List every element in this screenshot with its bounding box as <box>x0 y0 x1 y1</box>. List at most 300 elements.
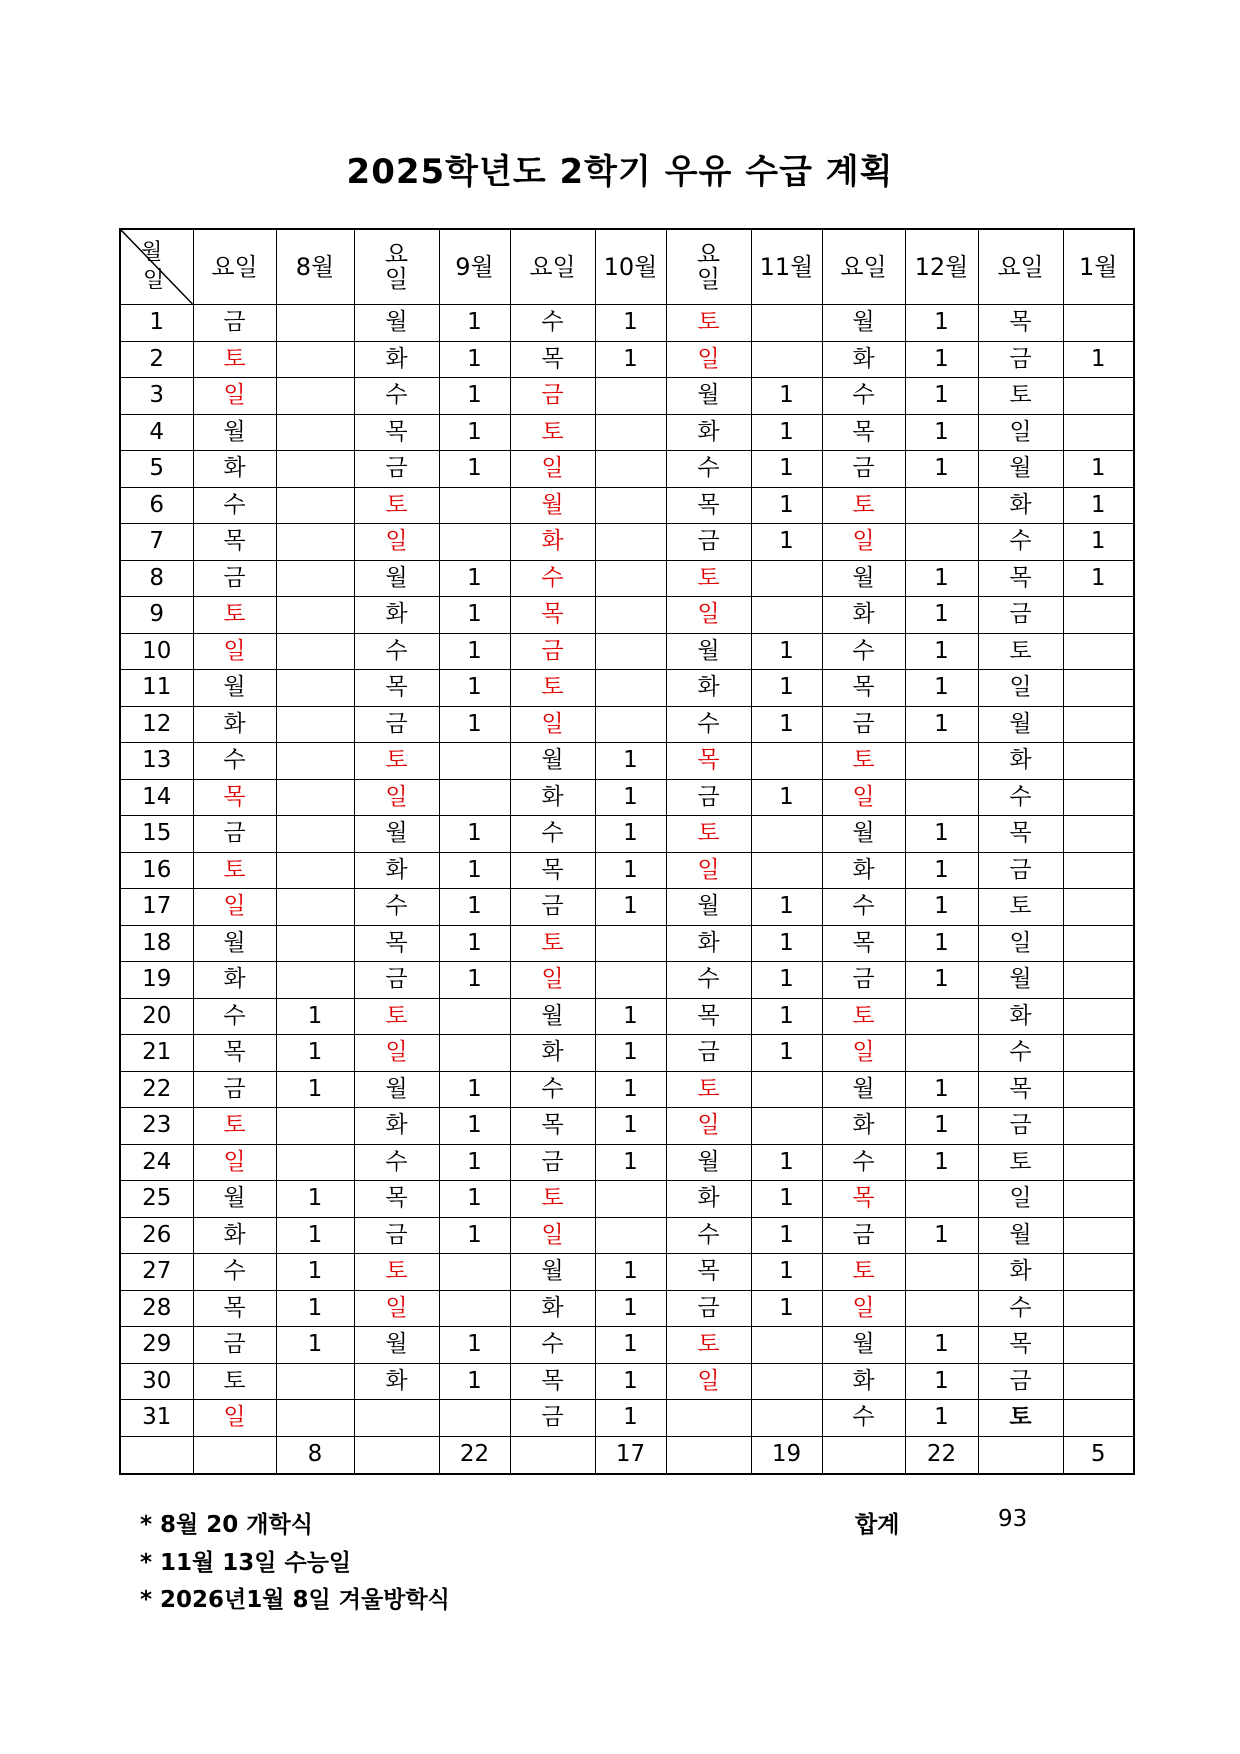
supply-cell <box>595 706 666 743</box>
weekday-cell: 목 <box>193 1035 276 1072</box>
supply-cell: 1 <box>751 1144 822 1181</box>
table-row <box>120 925 1134 962</box>
day-cell: 8 <box>120 560 193 597</box>
weekday-cell: 화 <box>822 1363 905 1400</box>
weekday-cell: 토 <box>510 414 595 451</box>
weekday-cell: 화 <box>193 962 276 999</box>
table-row <box>120 1144 1134 1181</box>
weekday-cell: 수 <box>510 1071 595 1108</box>
supply-cell <box>1063 925 1134 962</box>
supply-cell: 1 <box>905 1108 978 1145</box>
supply-cell: 1 <box>905 1071 978 1108</box>
supply-cell <box>276 633 354 670</box>
weekday-cell: 목 <box>354 1181 439 1218</box>
weekday-cell: 금 <box>510 1144 595 1181</box>
table-row <box>120 1327 1134 1364</box>
supply-cell <box>1063 670 1134 707</box>
supply-cell <box>276 670 354 707</box>
supply-cell <box>439 1254 510 1291</box>
supply-cell <box>595 378 666 415</box>
table-row <box>120 1071 1134 1108</box>
table-row <box>120 560 1134 597</box>
weekday-cell: 목 <box>666 487 751 524</box>
weekday-cell: 월 <box>193 925 276 962</box>
weekday-header: 요일 <box>978 229 1063 305</box>
supply-cell <box>439 487 510 524</box>
month-total: 5 <box>1063 1436 1134 1474</box>
supply-cell <box>1063 998 1134 1035</box>
weekday-header <box>666 229 751 305</box>
weekday-cell: 수 <box>666 451 751 488</box>
supply-cell: 1 <box>439 1071 510 1108</box>
weekday-cell: 목 <box>193 524 276 561</box>
table-row <box>120 852 1134 889</box>
table-row <box>120 962 1134 999</box>
supply-cell: 1 <box>595 1071 666 1108</box>
supply-cell <box>276 378 354 415</box>
weekday-cell: 수 <box>193 998 276 1035</box>
supply-cell <box>1063 816 1134 853</box>
supply-cell: 1 <box>595 998 666 1035</box>
day-cell: 21 <box>120 1035 193 1072</box>
weekday-cell: 화 <box>193 706 276 743</box>
weekday-cell: 화 <box>822 852 905 889</box>
supply-cell: 1 <box>439 816 510 853</box>
supply-cell: 1 <box>751 633 822 670</box>
supply-cell <box>595 633 666 670</box>
weekday-cell: 토 <box>193 852 276 889</box>
supply-cell: 1 <box>905 706 978 743</box>
weekday-cell: 금 <box>666 779 751 816</box>
weekday-cell: 월 <box>978 1217 1063 1254</box>
day-cell: 14 <box>120 779 193 816</box>
weekday-cell: 금 <box>354 962 439 999</box>
day-cell: 15 <box>120 816 193 853</box>
weekday-cell: 수 <box>354 378 439 415</box>
header-row <box>120 229 1134 305</box>
month-total: 8 <box>276 1436 354 1474</box>
supply-cell <box>905 743 978 780</box>
supply-cell: 1 <box>1063 524 1134 561</box>
supply-cell <box>595 451 666 488</box>
table-row <box>120 1290 1134 1327</box>
supply-cell: 1 <box>439 1181 510 1218</box>
supply-cell <box>439 779 510 816</box>
month-total: 22 <box>439 1436 510 1474</box>
weekday-cell: 화 <box>978 998 1063 1035</box>
weekday-cell: 수 <box>978 1290 1063 1327</box>
weekday-cell: 토 <box>193 597 276 634</box>
table-row <box>120 597 1134 634</box>
weekday-cell: 토 <box>666 816 751 853</box>
supply-cell <box>276 414 354 451</box>
supply-cell <box>751 305 822 342</box>
supply-cell: 1 <box>439 1108 510 1145</box>
sum-value: 93 <box>998 1506 1028 1532</box>
weekday-cell: 월 <box>193 414 276 451</box>
supply-cell: 1 <box>905 414 978 451</box>
supply-cell <box>439 1035 510 1072</box>
day-cell: 27 <box>120 1254 193 1291</box>
supply-cell: 1 <box>905 1327 978 1364</box>
weekday-cell: 일 <box>354 524 439 561</box>
weekday-cell: 화 <box>354 341 439 378</box>
weekday-cell: 금 <box>978 852 1063 889</box>
weekday-cell: 월 <box>666 1144 751 1181</box>
supply-cell: 1 <box>595 1400 666 1437</box>
page-title: 2025학년도 2학기 우유 수급 계획 <box>346 152 894 192</box>
supply-cell: 1 <box>905 597 978 634</box>
weekday-cell: 월 <box>193 670 276 707</box>
weekday-cell: 화 <box>354 597 439 634</box>
day-cell: 25 <box>120 1181 193 1218</box>
supply-cell <box>1063 305 1134 342</box>
supply-cell <box>276 852 354 889</box>
weekday-cell: 월 <box>354 1071 439 1108</box>
day-cell: 28 <box>120 1290 193 1327</box>
supply-cell <box>751 1400 822 1437</box>
table-row <box>120 1363 1134 1400</box>
supply-cell: 1 <box>905 1400 978 1437</box>
supply-cell <box>276 451 354 488</box>
weekday-cell: 금 <box>510 889 595 926</box>
supply-cell <box>276 816 354 853</box>
weekday-cell: 금 <box>510 378 595 415</box>
supply-cell <box>1063 852 1134 889</box>
supply-cell: 1 <box>595 1363 666 1400</box>
weekday-cell: 일 <box>193 889 276 926</box>
weekday-cell: 일 <box>666 1108 751 1145</box>
weekday-cell: 일 <box>354 1290 439 1327</box>
supply-cell: 1 <box>751 1290 822 1327</box>
weekday-cell: 토 <box>193 341 276 378</box>
weekday-cell: 토 <box>354 743 439 780</box>
weekday-cell: 일 <box>822 779 905 816</box>
weekday-cell: 일 <box>510 962 595 999</box>
corner-cell <box>120 229 193 305</box>
weekday-cell: 일 <box>510 1217 595 1254</box>
totals-blank <box>193 1436 276 1474</box>
table-row <box>120 889 1134 926</box>
day-cell: 18 <box>120 925 193 962</box>
weekday-cell: 금 <box>822 706 905 743</box>
supply-cell: 1 <box>276 998 354 1035</box>
supply-cell <box>439 998 510 1035</box>
supply-cell <box>1063 1254 1134 1291</box>
table-row <box>120 1400 1134 1437</box>
weekday-cell: 월 <box>822 1071 905 1108</box>
supply-cell <box>1063 889 1134 926</box>
supply-cell <box>905 1290 978 1327</box>
supply-cell: 1 <box>751 1254 822 1291</box>
supply-cell: 1 <box>905 1217 978 1254</box>
weekday-cell: 화 <box>193 451 276 488</box>
weekday-cell: 화 <box>822 597 905 634</box>
supply-cell: 1 <box>439 597 510 634</box>
weekday-cell: 토 <box>354 487 439 524</box>
weekday-cell: 수 <box>822 378 905 415</box>
weekday-cell: 금 <box>193 305 276 342</box>
weekday-cell: 일 <box>354 779 439 816</box>
weekday-cell: 일 <box>978 925 1063 962</box>
supply-cell <box>905 998 978 1035</box>
supply-cell <box>1063 1327 1134 1364</box>
day-cell: 3 <box>120 378 193 415</box>
supply-cell <box>1063 1217 1134 1254</box>
day-cell: 4 <box>120 414 193 451</box>
weekday-cell: 토 <box>354 998 439 1035</box>
weekday-cell: 월 <box>193 1181 276 1218</box>
supply-cell <box>1063 962 1134 999</box>
month-header: 12월 <box>905 229 978 305</box>
day-cell: 9 <box>120 597 193 634</box>
supply-cell <box>276 305 354 342</box>
weekday-cell: 금 <box>978 597 1063 634</box>
weekday-cell: 목 <box>978 1327 1063 1364</box>
supply-cell <box>905 487 978 524</box>
weekday-cell: 화 <box>978 1254 1063 1291</box>
supply-cell: 1 <box>439 1363 510 1400</box>
weekday-cell: 토 <box>978 1144 1063 1181</box>
weekday-cell: 수 <box>666 706 751 743</box>
day-cell: 11 <box>120 670 193 707</box>
supply-cell: 1 <box>439 889 510 926</box>
weekday-cell: 금 <box>193 560 276 597</box>
supply-cell: 1 <box>276 1071 354 1108</box>
day-cell: 16 <box>120 852 193 889</box>
weekday-cell: 토 <box>822 998 905 1035</box>
weekday-cell: 화 <box>978 487 1063 524</box>
supply-cell <box>276 1400 354 1437</box>
weekday-header-label: 요 일 <box>696 239 721 293</box>
weekday-cell: 금 <box>978 341 1063 378</box>
weekday-cell: 일 <box>510 706 595 743</box>
weekday-cell: 수 <box>354 1144 439 1181</box>
weekday-cell: 목 <box>978 816 1063 853</box>
weekday-cell: 월 <box>354 305 439 342</box>
weekday-cell: 목 <box>510 852 595 889</box>
weekday-cell: 월 <box>354 560 439 597</box>
totals-blank <box>822 1436 905 1474</box>
supply-cell: 1 <box>276 1035 354 1072</box>
supply-cell: 1 <box>439 852 510 889</box>
weekday-cell: 수 <box>822 633 905 670</box>
supply-cell <box>439 743 510 780</box>
supply-cell <box>276 889 354 926</box>
supply-cell: 1 <box>595 1254 666 1291</box>
supply-cell: 1 <box>595 743 666 780</box>
weekday-cell: 수 <box>822 1144 905 1181</box>
weekday-cell: 수 <box>193 1254 276 1291</box>
weekday-cell: 월 <box>666 889 751 926</box>
supply-cell <box>1063 1144 1134 1181</box>
supply-cell: 1 <box>439 341 510 378</box>
weekday-cell: 일 <box>978 1181 1063 1218</box>
table-row <box>120 816 1134 853</box>
weekday-cell: 일 <box>978 670 1063 707</box>
weekday-cell: 일 <box>822 1290 905 1327</box>
weekday-cell: 화 <box>510 779 595 816</box>
day-cell: 29 <box>120 1327 193 1364</box>
supply-cell <box>276 925 354 962</box>
totals-blank <box>978 1436 1063 1474</box>
supply-cell: 1 <box>439 1144 510 1181</box>
supply-cell: 1 <box>905 962 978 999</box>
day-cell: 7 <box>120 524 193 561</box>
weekday-cell: 월 <box>510 1254 595 1291</box>
supply-cell <box>1063 706 1134 743</box>
weekday-header-label: 요 일 <box>384 239 409 293</box>
supply-cell <box>595 670 666 707</box>
weekday-cell: 금 <box>510 1400 595 1437</box>
day-cell: 10 <box>120 633 193 670</box>
supply-cell <box>1063 1363 1134 1400</box>
weekday-cell: 금 <box>822 962 905 999</box>
supply-cell: 1 <box>905 1363 978 1400</box>
weekday-cell: 금 <box>510 633 595 670</box>
supply-cell <box>751 1363 822 1400</box>
supply-cell: 1 <box>905 670 978 707</box>
note-vacation: * 2026년1월 8일 겨울방학식 <box>140 1587 450 1613</box>
supply-cell: 1 <box>905 305 978 342</box>
weekday-cell: 화 <box>510 1290 595 1327</box>
supply-cell <box>595 524 666 561</box>
weekday-cell: 일 <box>978 414 1063 451</box>
supply-cell: 1 <box>595 1108 666 1145</box>
supply-cell: 1 <box>276 1181 354 1218</box>
table-row <box>120 1254 1134 1291</box>
weekday-cell: 월 <box>510 998 595 1035</box>
supply-cell: 1 <box>905 560 978 597</box>
supply-cell: 1 <box>595 779 666 816</box>
supply-cell <box>439 1400 510 1437</box>
weekday-cell: 목 <box>978 1071 1063 1108</box>
weekday-cell: 금 <box>193 816 276 853</box>
weekday-cell: 금 <box>354 706 439 743</box>
supply-cell <box>276 341 354 378</box>
supply-cell: 1 <box>595 1327 666 1364</box>
weekday-cell: 토 <box>978 1400 1063 1437</box>
day-cell: 2 <box>120 341 193 378</box>
weekday-cell: 화 <box>978 743 1063 780</box>
table-row <box>120 998 1134 1035</box>
weekday-cell: 일 <box>666 597 751 634</box>
month-header: 11월 <box>751 229 822 305</box>
weekday-header: 요일 <box>822 229 905 305</box>
supply-cell: 1 <box>751 378 822 415</box>
weekday-cell: 토 <box>978 633 1063 670</box>
weekday-cell: 토 <box>510 925 595 962</box>
supply-cell: 1 <box>751 1181 822 1218</box>
weekday-cell: 월 <box>978 962 1063 999</box>
weekday-cell: 토 <box>978 889 1063 926</box>
day-cell: 5 <box>120 451 193 488</box>
day-cell: 19 <box>120 962 193 999</box>
weekday-cell: 화 <box>510 524 595 561</box>
day-cell: 6 <box>120 487 193 524</box>
supply-cell <box>751 1108 822 1145</box>
weekday-header: 요일 <box>193 229 276 305</box>
weekday-cell: 화 <box>354 1363 439 1400</box>
supply-cell <box>1063 1400 1134 1437</box>
supply-cell <box>276 1144 354 1181</box>
weekday-cell: 월 <box>822 305 905 342</box>
table-row <box>120 1108 1134 1145</box>
totals-blank <box>354 1436 439 1474</box>
weekday-cell: 화 <box>666 414 751 451</box>
supply-cell <box>1063 779 1134 816</box>
weekday-cell: 토 <box>822 487 905 524</box>
supply-cell <box>905 779 978 816</box>
corner-day-label: 일 <box>143 268 165 293</box>
weekday-cell: 목 <box>978 560 1063 597</box>
supply-cell: 1 <box>751 925 822 962</box>
weekday-cell: 화 <box>354 852 439 889</box>
table-row <box>120 487 1134 524</box>
weekday-cell: 목 <box>822 670 905 707</box>
supply-cell <box>1063 633 1134 670</box>
day-cell: 12 <box>120 706 193 743</box>
weekday-header: 요일 <box>510 229 595 305</box>
weekday-cell: 금 <box>666 524 751 561</box>
weekday-cell: 일 <box>193 633 276 670</box>
supply-cell: 1 <box>439 378 510 415</box>
weekday-cell: 토 <box>193 1108 276 1145</box>
weekday-cell <box>354 1400 439 1437</box>
table-row <box>120 378 1134 415</box>
supply-cell: 1 <box>595 341 666 378</box>
supply-cell: 1 <box>905 341 978 378</box>
day-cell: 24 <box>120 1144 193 1181</box>
weekday-cell: 토 <box>510 1181 595 1218</box>
weekday-cell: 수 <box>666 1217 751 1254</box>
supply-cell: 1 <box>905 633 978 670</box>
supply-cell <box>1063 378 1134 415</box>
note-exam: * 11월 13일 수능일 <box>140 1549 352 1576</box>
weekday-cell: 화 <box>354 1108 439 1145</box>
weekday-cell: 목 <box>666 743 751 780</box>
weekday-cell: 월 <box>978 451 1063 488</box>
supply-cell <box>1063 414 1134 451</box>
month-header: 1월 <box>1063 229 1134 305</box>
day-cell: 13 <box>120 743 193 780</box>
weekday-cell: 수 <box>193 743 276 780</box>
weekday-cell: 수 <box>510 816 595 853</box>
supply-cell: 1 <box>439 560 510 597</box>
supply-cell <box>751 597 822 634</box>
weekday-cell: 목 <box>822 1181 905 1218</box>
totals-row <box>120 1436 1134 1474</box>
table-row <box>120 633 1134 670</box>
supply-cell <box>751 341 822 378</box>
supply-cell <box>1063 1290 1134 1327</box>
supply-cell: 1 <box>439 706 510 743</box>
weekday-cell: 월 <box>510 743 595 780</box>
table-row <box>120 341 1134 378</box>
supply-cell <box>751 560 822 597</box>
supply-cell <box>595 597 666 634</box>
supply-cell: 1 <box>595 889 666 926</box>
month-total: 17 <box>595 1436 666 1474</box>
supply-cell <box>1063 1071 1134 1108</box>
weekday-cell: 금 <box>978 1108 1063 1145</box>
weekday-cell: 금 <box>193 1327 276 1364</box>
weekday-cell: 수 <box>822 1400 905 1437</box>
weekday-cell: 일 <box>510 451 595 488</box>
day-cell: 26 <box>120 1217 193 1254</box>
supply-cell <box>1063 1108 1134 1145</box>
supply-cell <box>595 560 666 597</box>
